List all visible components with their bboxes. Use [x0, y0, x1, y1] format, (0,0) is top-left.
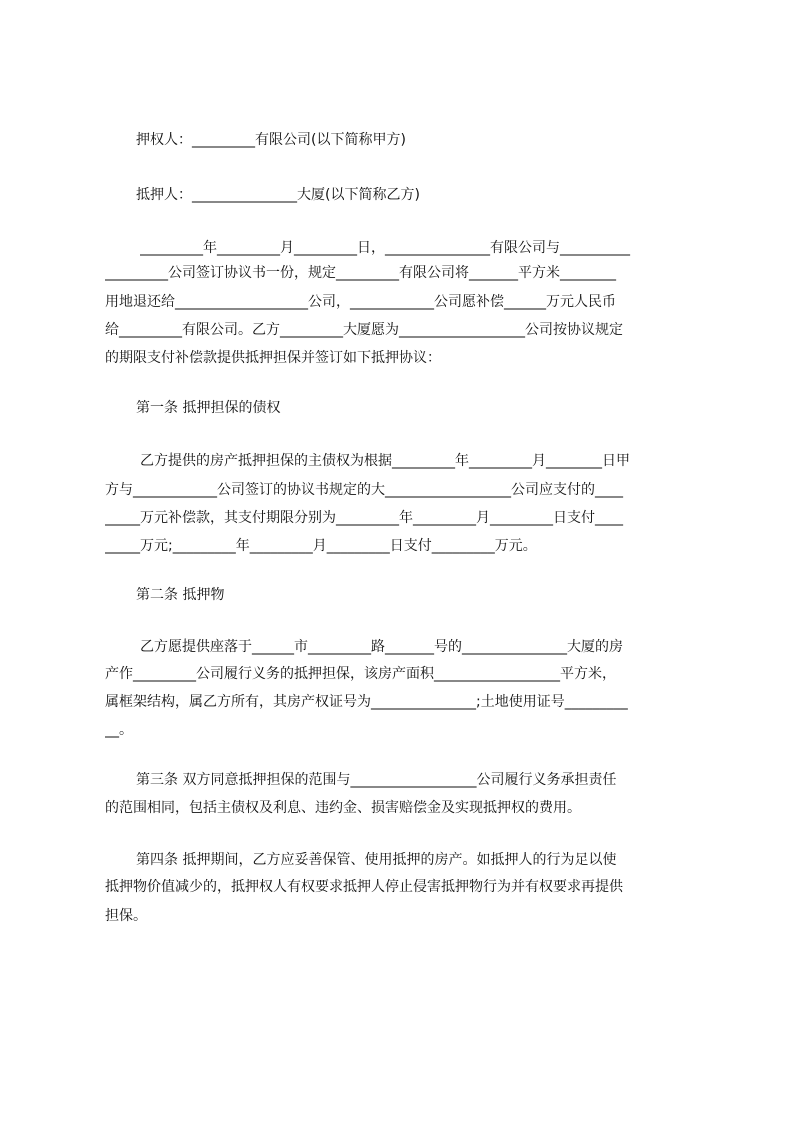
article-2-title: 第二条 抵押物: [136, 587, 225, 603]
article-3-line: 的范围相同，包括主债权及利息、违约金、损害赔偿金及实现抵押权的费用。: [105, 800, 581, 816]
article-1-line: 乙方提供的房产抵押担保的主债权为根据_________年_________月________日甲: [140, 453, 630, 469]
intro-line: _________年_________月_________日，_______________有限公司与__________: [140, 240, 630, 256]
article-2-line: 产作_________公司履行义务的抵押担保，该房产面积__________________平方米，: [105, 666, 616, 682]
article-1-line: 方与____________公司签订的协议书规定的大__________________公司应支付的____: [105, 482, 623, 498]
article-4-line: 抵押物价值减少的，抵押权人有权要求抵押人停止侵害抵押物行为并有权要求再提供: [105, 879, 623, 895]
article-1-line: _____万元;_________年_________月_________日支付_________万元。: [105, 538, 537, 554]
article-4-line: 担保。: [105, 908, 147, 924]
article-2-line: 乙方愿提供座落于______市_________路_______号的_______________大厦的房: [140, 639, 623, 655]
intro-line: 给_________有限公司。乙方_________大厦愿为__________________公司按协议规定: [105, 322, 623, 338]
article-2-line: 属框架结构，属乙方所有，其房产权证号为_______________;土地使用证号_________: [105, 694, 628, 710]
intro-line: 用地退还给___________________公司，____________公司愿补偿______万元人民币: [105, 294, 616, 310]
pledgee-line: 押权人：_________有限公司(以下简称甲方): [136, 132, 406, 148]
article-3-line: 第三条 双方同意抵押担保的范围与__________________公司履行义务承担责任: [136, 772, 617, 788]
article-4-line: 第四条 抵押期间，乙方应妥善保管、使用抵押的房产。如抵押人的行为足以使: [136, 852, 617, 868]
pledgor-line: 抵押人：_______________大厦(以下简称乙方): [136, 187, 420, 203]
article-2-line: __。: [105, 722, 133, 738]
article-1-line: _____万元补偿款，其支付期限分别为_________年_________月_________日支付____: [105, 510, 623, 526]
intro-line: 的期限支付补偿款提供抵押担保并签订如下抵押协议：: [105, 350, 441, 366]
intro-line: _________公司签订协议书一份，规定_________有限公司将_______平方米________: [105, 265, 616, 281]
article-1-title: 第一条 抵押担保的债权: [136, 400, 281, 416]
